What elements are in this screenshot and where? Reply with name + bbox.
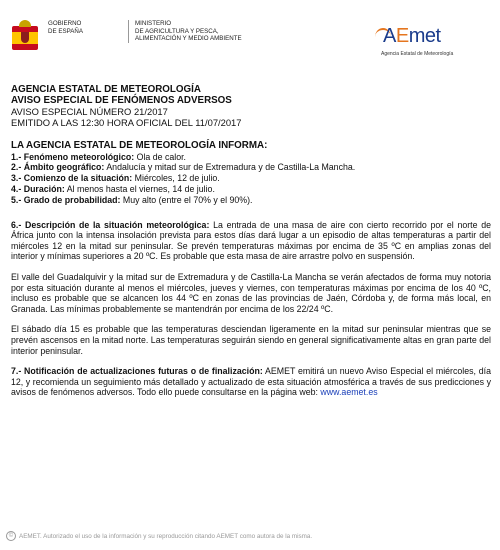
aemet-subtitle: Agencia Estatal de Meteorología (381, 51, 454, 57)
agency-title: AGENCIA ESTATAL DE METEOROLOGÍA (11, 84, 201, 95)
copyright-footer (6, 531, 312, 541)
copyright-icon: © (6, 531, 16, 541)
sabado-paragraph: El sábado día 15 es probable que las temperaturas desciendan ligeramente en la mitad sur peninsular mientras que se prevén ascensos en la mitad norte. Las temperaturas seguirán siendo en general significativamente altas en gran parte del interior peninsular. (11, 324, 491, 356)
ministry-line-3: ALIMENTACIÓN Y MEDIO AMBIENTE (135, 35, 242, 42)
government-logo (10, 20, 255, 54)
notice-item: 4.- Duración: Al menos hasta el viernes, 14 de julio. (11, 184, 215, 194)
informs-heading: LA AGENCIA ESTATAL DE METEOROLOGÍA INFORMA: (11, 140, 268, 152)
gov-line-1: GOBIERNO (48, 20, 82, 27)
document-header (0, 0, 500, 75)
notice-item: 3.- Comienzo de la situación: Miércoles, 12 de julio. (11, 173, 220, 184)
government-label (48, 20, 118, 35)
ministry-line-1: MINISTERIO (135, 20, 172, 27)
notice-body (11, 84, 491, 398)
aemet-wordmark: AEmet (383, 25, 441, 47)
aemet-logo (375, 25, 455, 65)
valle-paragraph: El valle del Guadalquivir y la mitad sur de Extremadura y de Castilla-La Mancha se verán afectados de forma muy notoria por esta situación durante al menos el miércoles, jueves y viernes, con temperaturas máximas por encima de los 40 ºC, incluso es probable que se alcancen los 44 ºC en zonas de las provincias de Jaén, Córdoba y, de forma más local, en Granada. Las mínimas probablemente se mantendrán por encima de los 22/24 ºC. (11, 271, 491, 314)
description-paragraph: 6.- Descripción de la situación meteorológica: La entrada de una masa de aire con cierto recorrido por el norte de África junto con la intensa insolación prevista para estos días dará lugar a un episodio de altas temperaturas a partir del miércoles 12 en la mitad sur peninsular. Se prevén temperaturas máximas por encima de 35 ºC en amplias zonas del interior y mínimas superiores a 20 ºC. Es probable que esta masa de aire arrastre polvo en suspensión. (11, 219, 491, 262)
issued-line: EMITIDO A LAS 12:30 HORA OFICIAL DEL 11/07/2017 (11, 117, 242, 129)
aemet-web-link[interactable]: www.aemet.es (320, 387, 378, 398)
notice-item: 5.- Grado de probabilidad: Muy alto (entre el 70% y el 90%). (11, 194, 253, 205)
coat-of-arms-icon (10, 20, 40, 54)
notice-number: AVISO ESPECIAL NÚMERO 21/2017 (11, 106, 168, 118)
notice-type-title: AVISO ESPECIAL DE FENÓMENOS ADVERSOS (11, 95, 232, 107)
notice-item: 2.- Ámbito geográfico: Andalucía y mitad sur de Extremadura y de Castilla-La Mancha. (11, 162, 356, 173)
ministry-line-2: DE AGRICULTURA Y PESCA, (135, 27, 219, 35)
ministry-label (128, 20, 255, 43)
gov-line-2: DE ESPAÑA (48, 27, 83, 35)
notice-item: 1.- Fenómeno meteorológico: Ola de calor. (11, 151, 187, 162)
copyright-text: AEMET. Autorizado el uso de la información y su reproducción citando AEMET como autora de la misma. (19, 532, 313, 540)
notification-paragraph: 7.- Notificación de actualizaciones futuras o de finalización: AEMET emitirá un nuevo Aviso Especial el miércoles, día 12, y recomienda un seguimiento más detallado y actualizado de esta situación atmosférica a través de sus predicciones y avisos de fenómenos adversos. Todo ello puede consultarse en la página web: www.aemet.es (11, 366, 491, 398)
